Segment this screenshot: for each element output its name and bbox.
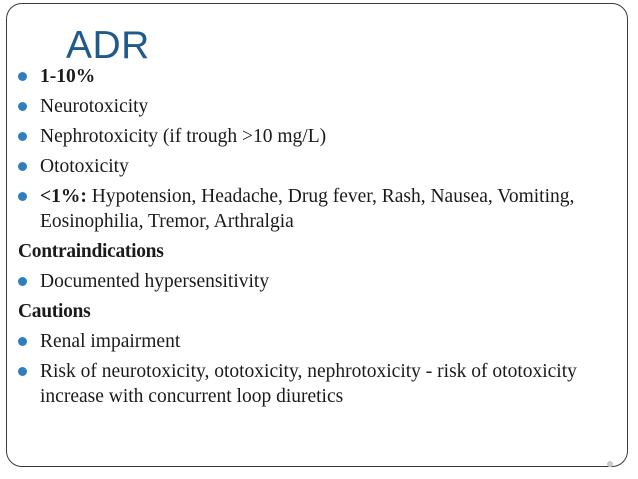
bullet-dot-icon (18, 132, 27, 141)
corner-decoration (607, 461, 613, 467)
bullet-adr-rare (18, 184, 578, 234)
adr-rare-label: <1%: (40, 186, 87, 207)
adr-item-ototoxicity: Ototoxicity (40, 156, 129, 177)
bullet-adr-item (18, 94, 578, 119)
contraindications-heading: Contraindications (18, 241, 164, 262)
adr-item-nephrotoxicity: Nephrotoxicity (if trough >10 mg/L) (40, 126, 327, 147)
adr-rare-text: Hypotension, Headache, Drug fever, Rash, Nausea, Vomiting, Eosinophilia, Tremor, Arthralgia (40, 186, 575, 232)
bullet-dot-icon (18, 162, 27, 171)
bullet-caution (18, 329, 578, 354)
adr-item-neurotoxicity: Neurotoxicity (40, 96, 149, 117)
bullet-dot-icon (18, 192, 27, 201)
bullet-dot-icon (18, 72, 27, 81)
bullet-dot-icon (18, 277, 27, 286)
adr-frequency-label: 1-10% (40, 66, 96, 87)
slide-title: ADR (66, 24, 150, 67)
caution-item-renal: Renal impairment (40, 331, 181, 352)
bullet-caution (18, 359, 578, 409)
bullet-dot-icon (18, 367, 27, 376)
bullet-adr-frequency (18, 64, 578, 89)
caution-item-toxicity: Risk of neurotoxicity, ototoxicity, nephrotoxicity - risk of ototoxicity increase with concurrent loop diuretics (40, 361, 577, 407)
contraindication-item: Documented hypersensitivity (40, 271, 270, 292)
bullet-dot-icon (18, 102, 27, 111)
bullet-adr-item (18, 154, 578, 179)
bullet-contraindication (18, 269, 578, 294)
slide-body (18, 64, 578, 414)
cautions-heading: Cautions (18, 301, 91, 322)
bullet-dot-icon (18, 337, 27, 346)
bullet-adr-item (18, 124, 578, 149)
